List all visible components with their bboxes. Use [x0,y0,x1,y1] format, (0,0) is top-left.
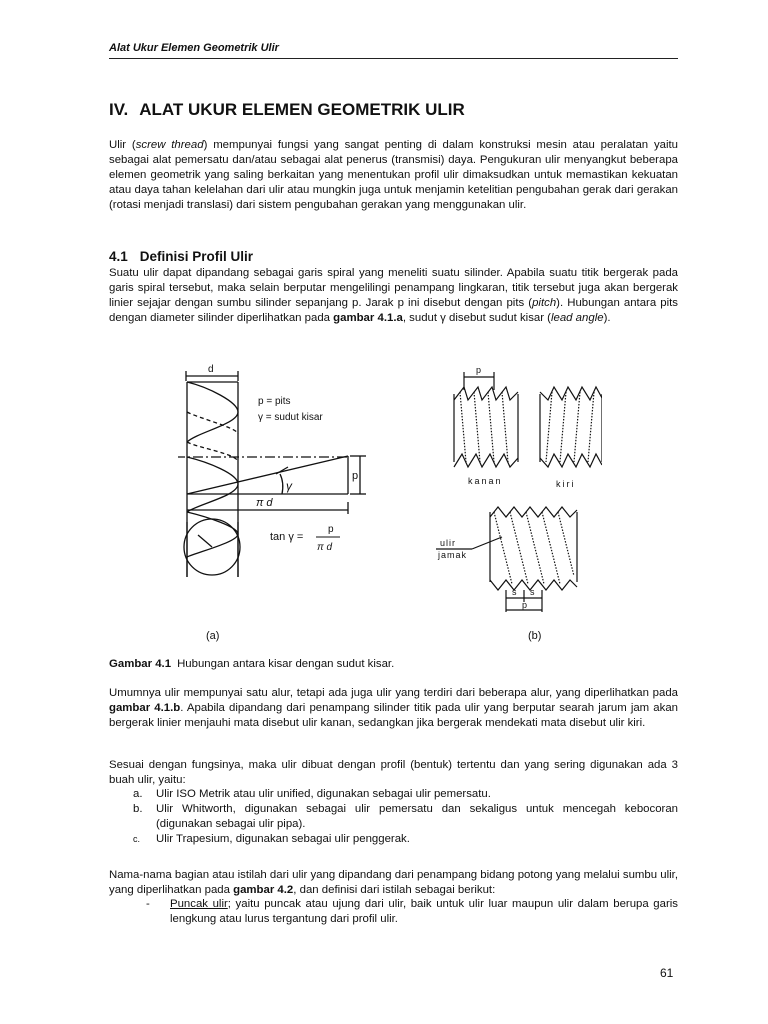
dim-s2-label: s [530,587,535,597]
dim-pid-label: π d [256,497,273,509]
list-item: a. Ulir ISO Metrik atau ulir unified, digunakan sebagai ulir pemersatu. [133,788,491,800]
section-number: 4.1 [109,249,128,264]
page-number: 61 [660,966,674,980]
figure-4-1-b [432,362,602,612]
caption-text: Hubungan antara kisar dengan sudut kisar. [177,658,395,670]
tan-numerator: p [328,524,334,535]
running-header: Alat Ukur Elemen Geometrik Ulir [109,42,678,59]
definition-term: Puncak ulir [170,898,228,910]
section-paragraph: Suatu ulir dapat dipandang sebagai garis spiral yang meneliti suatu silinder. Apabila suatu titik bergerak pada garis spiral tersebut, maka selain berputar mengelilingi penampang lingkaran, titik tersebut juga akan bergerak linier sejajar dengan sumbu silinder sepanjang p. Jarak p ini disebut dengan pits (pitch). Hubungan antara pits dengan diameter silinder diperlihatkan pada gambar 4.1.a, sudut γ disebut sudut kisar (lead angle). [109,267,679,324]
label-ulir: ulir [440,538,457,548]
figure-a-label: (a) [206,630,220,642]
figure-b-label: (b) [528,630,542,642]
figure-caption [109,658,394,670]
definition-list [109,897,678,927]
paragraph-4: Nama-nama bagian atau istilah dari ulir yang dipandang dari penampang bidang potong yang melalui sumbu ulir, yang diperlihatkan pada gambar 4.2, dan definisi dari istilah sebagai berikut: [109,869,678,896]
legend-pits: p = pits [258,396,291,407]
list-item: c. Ulir Trapesium, digunakan sebagai ulir penggerak. [133,833,410,845]
definition-text: ; yaitu puncak atau ujung dari ulir, baik untuk ulir luar maupun ulir dalam berupa garis lengkung atau lurus tergantung dari profil ulir. [170,898,678,925]
definition-item: - Puncak ulir; yaitu puncak atau ujung dari ulir, baik untuk ulir luar maupun ulir dalam berupa garis lengkung atau lurus tergantung dari profil ulir. [146,898,678,925]
caption-label: Gambar 4.1 [109,658,172,670]
dim-p-label: p [352,470,359,482]
dim-d-label: d [208,364,214,375]
chapter-number: IV. [109,100,129,119]
section-heading [109,249,253,264]
legend-sudut-kisar: γ = sudut kisar [258,412,323,423]
dim-s1-label: s [512,587,517,597]
tan-denominator: π d [317,542,333,553]
thread-jamak-drawing [490,507,577,590]
chapter-title-text: ALAT UKUR ELEMEN GEOMETRIK ULIR [139,100,465,119]
gamma-label: γ [286,479,292,493]
label-kanan: kanan [468,476,503,486]
figure-4-1-a [178,362,378,602]
intro-paragraph: Ulir (screw thread) mempunyai fungsi yang sangat penting di dalam konstruksi mesin atau peralatan yaitu sebagai alat pemersatu dan/atau sebagai alat penerus (transmisi) daya. Pengukuran ulir menyangkut beberapa elemen geometrik yang saling berkaitan yang menentukan profil ulir dimaksudkan untuk memastikan kekuatan atau daya tahan kelelahan dari ulir atau mungkin juga untuk menjamin ketelitian pengubahan gerak dari gerakan (rotasi menjadi translasi) dari sistem pengubahan gerakan yang menggunakan ulir. [109,139,679,211]
label-kiri: kiri [556,479,576,489]
paragraph-3: Sesuai dengan fungsinya, maka ulir dibuat dengan profil (bentuk) tertentu dan yang sering digunakan ada 3 buah ulir, yaitu: [109,759,678,786]
label-jamak: jamak [438,550,468,560]
section-title: Definisi Profil Ulir [139,249,254,264]
dim-p-bottom-label: p [522,600,528,610]
tan-formula-label: tan γ = [270,531,304,543]
dim-p-top-label: p [476,365,482,375]
list-item: b. Ulir Whitworth, digunakan sebagai ulir pemersatu dan sekaligus untuk mencegah kebocoran (digunakan sebagai ulir pipa). [133,803,678,830]
paragraph-2: Umumnya ulir mempunyai satu alur, tetapi ada juga ulir yang terdiri dari beberapa alur, yang diperlihatkan pada gambar 4.1.b. Apabila dipandang dari penampang silinder titik pada ulir yang berputar searah jarum jam akan bergerak linier menjauhi mata disebut ulir kanan, sedangkan jika bergerak mendekati mata disebut ulir kiri. [109,687,678,729]
thread-kanan-drawing [454,387,518,467]
chapter-title [109,100,465,120]
thread-type-list [109,787,678,847]
thread-kiri-drawing [540,387,602,467]
